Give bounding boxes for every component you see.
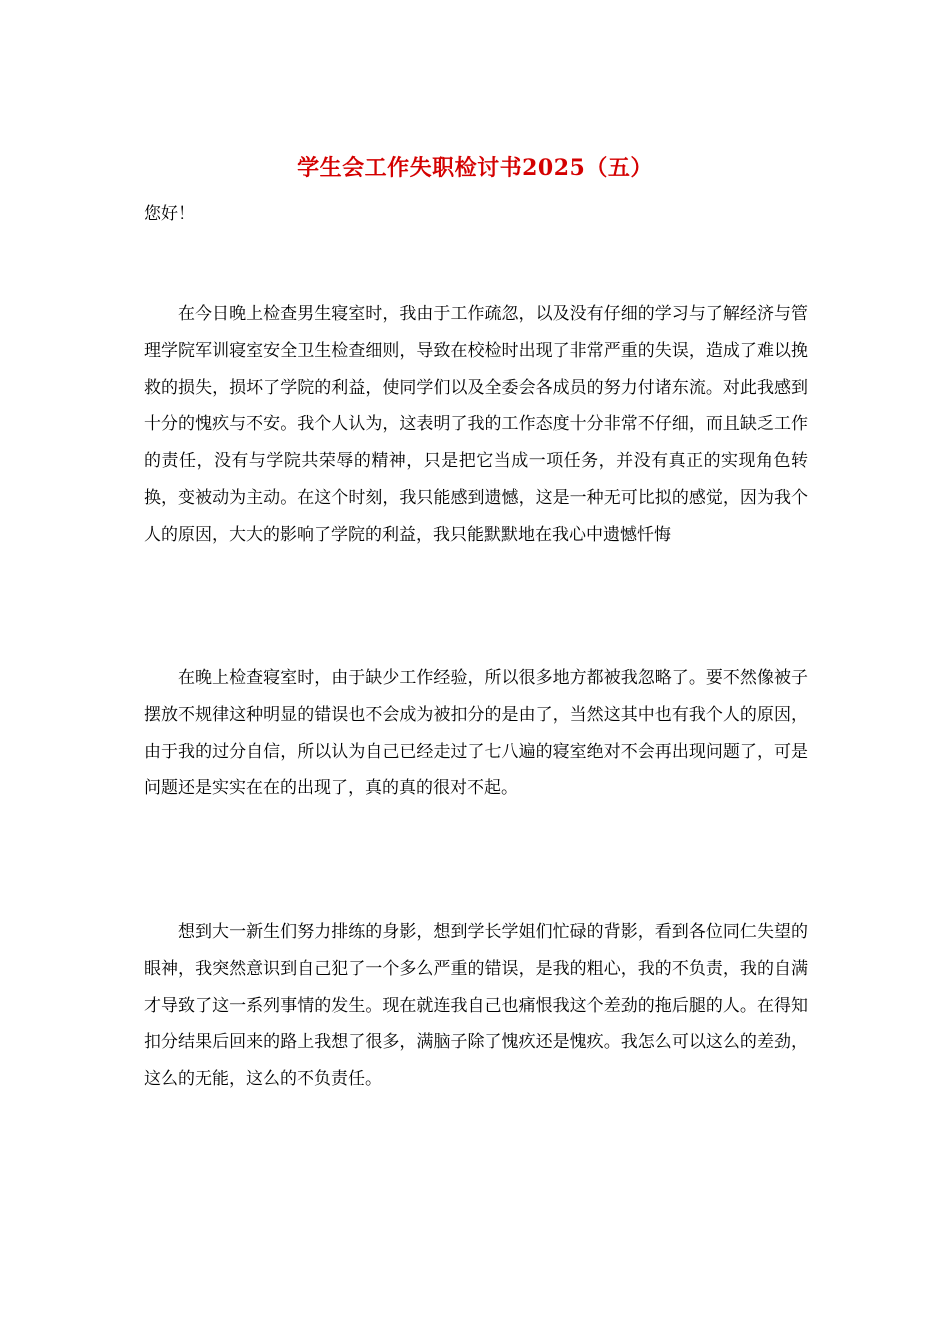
greeting: 您好！ (144, 204, 195, 224)
paragraph-2: 在晚上检查寝室时，由于缺少工作经验，所以很多地方都被我忽略了。要不然像被子摆放不规律这种明显的错误也不会成为被扣分的是由了，当然这其中也有我个人的原因，由于我的过分自信，所以认为自己已经走过了七八遍的寝室绝对不会再出现问题了，可是问题还是实实在在的出现了，真的真的很对不起。 (144, 668, 808, 799)
paragraph-3: 想到大一新生们努力排练的身影，想到学长学姐们忙碌的背影，看到各位同仁失望的眼神，我突然意识到自己犯了一个多么严重的错误，是我的粗心，我的不负责，我的自满才导致了这一系列事情的发生。现在就连我自己也痛恨我这个差劲的拖后腿的人。在得知扣分结果后回来的路上我想了很多，满脑子除了愧疚还是愧疚。我怎么可以这么的差劲，这么的无能，这么的不负责任。 (144, 922, 808, 1090)
document-title: 学生会工作失职检讨书2025（五） (297, 155, 653, 181)
paragraph-1: 在今日晚上检查男生寝室时，我由于工作疏忽，以及没有仔细的学习与了解经济与管理学院军训寝室安全卫生检查细则，导致在校检时出现了非常严重的失误，造成了难以挽救的损失，损坏了学院的利益，使同学们以及全委会各成员的努力付诸东流。对此我感到十分的愧疚与不安。我个人认为，这表明了我的工作态度十分非常不仔细，而且缺乏工作的责任，没有与学院共荣辱的精神，只是把它当成一项任务，并没有真正的实现角色转换，变被动为主动。在这个时刻，我只能感到遗憾，这是一种无可比拟的感觉，因为我个人的原因，大大的影响了学院的利益，我只能默默地在我心中遗憾忏悔 (144, 304, 808, 545)
